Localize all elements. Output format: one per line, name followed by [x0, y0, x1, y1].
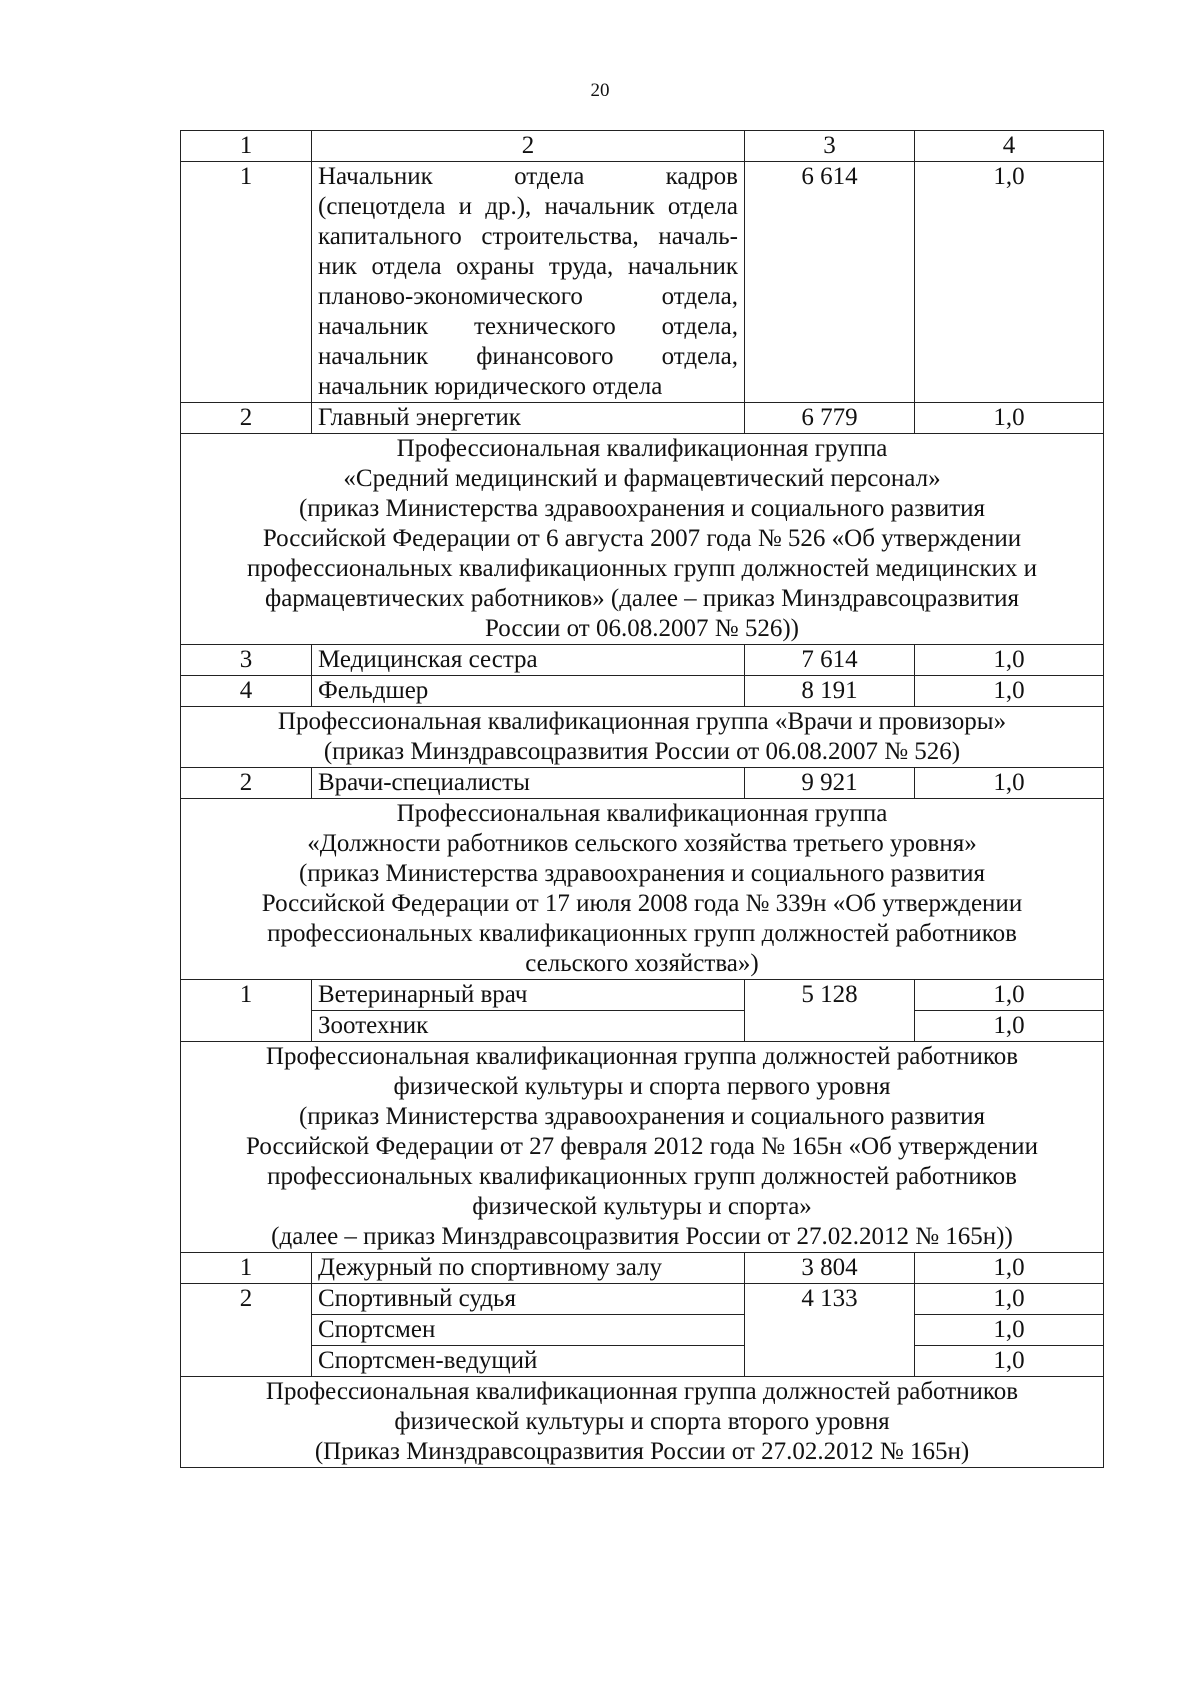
position-name: Спортсмен-ведущий — [312, 1346, 745, 1377]
salary-value: 9 921 — [745, 768, 915, 799]
coefficient-value: 1,0 — [915, 162, 1104, 403]
group-line: Российской Федерации от 27 февраля 2012 года № 165н «Об утверждении — [246, 1133, 1038, 1160]
row-number: 1 — [181, 162, 312, 403]
position-name-line: начальник юридического отдела — [318, 373, 663, 400]
position-name: Фельдшер — [312, 676, 745, 707]
position-name: Зоотехник — [312, 1011, 745, 1042]
group-line: (приказ Министерства здравоохранения и социального развития — [298, 1103, 986, 1130]
table-row — [181, 1346, 1104, 1377]
coefficient-value: 1,0 — [915, 1253, 1104, 1284]
position-name: Спортивный судья — [312, 1284, 745, 1315]
group-header-row — [181, 1377, 1104, 1468]
header-cell: 2 — [312, 131, 745, 162]
table-row — [181, 1011, 1104, 1042]
position-name — [312, 162, 745, 403]
group-line: физической культуры и спорта первого уровня — [393, 1073, 891, 1100]
qualification-group-heading — [181, 1042, 1104, 1253]
group-line: профессиональных квалификационных групп должностей медицинских и — [246, 555, 1038, 582]
position-name: Дежурный по спортивному залу — [312, 1253, 745, 1284]
row-number: 3 — [181, 645, 312, 676]
group-line: Профессиональная квалификационная группа — [396, 435, 888, 462]
table-row — [181, 1253, 1104, 1284]
position-name-line: начальник технического отдела, — [318, 313, 738, 340]
page-number: 20 — [590, 80, 610, 101]
coefficient-value: 1,0 — [915, 645, 1104, 676]
position-name-line: Начальник отдела кадров — [318, 163, 738, 190]
group-line: Профессиональная квалификационная группа должностей работников — [265, 1378, 1019, 1405]
salary-value: 3 804 — [745, 1253, 915, 1284]
group-line: физической культуры и спорта второго уровня — [394, 1408, 890, 1435]
row-number: 1 — [181, 1253, 312, 1284]
group-line: «Должности работников сельского хозяйства третьего уровня» — [307, 830, 977, 857]
group-line: (приказ Минздравсоцразвития России от 06.08.2007 № 526) — [323, 738, 961, 765]
header-cell: 1 — [181, 131, 312, 162]
group-line: (далее – приказ Минздравсоцразвития России от 27.02.2012 № 165н)) — [271, 1223, 1013, 1250]
qualification-group-heading — [181, 1377, 1104, 1468]
salary-value: 7 614 — [745, 645, 915, 676]
table-row — [181, 1284, 1104, 1315]
group-line: (Приказ Минздравсоцразвития России от 27.02.2012 № 165н) — [314, 1438, 970, 1465]
group-line: Российской Федерации от 6 августа 2007 года № 526 «Об утверждении — [262, 525, 1022, 552]
coefficient-value: 1,0 — [915, 1011, 1104, 1042]
coefficient-value: 1,0 — [915, 980, 1104, 1011]
coefficient-value: 1,0 — [915, 1284, 1104, 1315]
group-line: профессиональных квалификационных групп должностей работников — [267, 1163, 1017, 1190]
salary-table — [180, 130, 1104, 1468]
group-line: физической культуры и спорта» — [472, 1193, 812, 1220]
group-line: Профессиональная квалификационная группа должностей работников — [265, 1043, 1019, 1070]
qualification-group-heading — [181, 434, 1104, 645]
header-row — [181, 131, 1104, 162]
coefficient-value: 1,0 — [915, 676, 1104, 707]
table-row — [181, 162, 1104, 403]
table-row — [181, 980, 1104, 1011]
table-row — [181, 403, 1104, 434]
position-name-line: начальник финансового отдела, — [318, 343, 738, 370]
group-line: Российской Федерации от 17 июля 2008 года № 339н «Об утверждении — [261, 890, 1023, 917]
group-line: фармацевтических работников» (далее – приказ Минздравсоцразвития — [265, 585, 1019, 612]
group-line: Профессиональная квалификационная группа «Врачи и провизоры» — [277, 708, 1007, 735]
group-line: профессиональных квалификационных групп должностей работников — [267, 920, 1017, 947]
header-cell: 4 — [915, 131, 1104, 162]
position-name-line: ник отдела охраны труда, начальник — [318, 253, 738, 280]
position-name: Главный энергетик — [312, 403, 745, 434]
salary-value: 5 128 — [745, 980, 915, 1042]
group-line: (приказ Министерства здравоохранения и социального развития — [298, 495, 986, 522]
group-line: России от 06.08.2007 № 526)) — [485, 615, 799, 642]
position-name: Ветеринарный врач — [312, 980, 745, 1011]
coefficient-value: 1,0 — [915, 403, 1104, 434]
table-row — [181, 645, 1104, 676]
table-row — [181, 768, 1104, 799]
row-number: 4 — [181, 676, 312, 707]
position-name-line: капитального строительства, началь- — [318, 223, 738, 250]
position-name: Врачи-специалисты — [312, 768, 745, 799]
position-name: Медицинская сестра — [312, 645, 745, 676]
table-row — [181, 676, 1104, 707]
table-row — [181, 1315, 1104, 1346]
salary-value: 4 133 — [745, 1284, 915, 1377]
salary-value: 6 614 — [745, 162, 915, 403]
position-name-line: планово-экономического отдела, — [318, 283, 738, 310]
group-line: сельского хозяйства») — [525, 950, 759, 977]
coefficient-value: 1,0 — [915, 1315, 1104, 1346]
coefficient-value: 1,0 — [915, 768, 1104, 799]
row-number: 1 — [181, 980, 312, 1042]
group-line: «Средний медицинский и фармацевтический персонал» — [343, 465, 941, 492]
row-number: 2 — [181, 768, 312, 799]
salary-value: 6 779 — [745, 403, 915, 434]
group-header-row — [181, 799, 1104, 980]
group-header-row — [181, 1042, 1104, 1253]
coefficient-value: 1,0 — [915, 1346, 1104, 1377]
salary-value: 8 191 — [745, 676, 915, 707]
position-name: Спортсмен — [312, 1315, 745, 1346]
group-header-row — [181, 434, 1104, 645]
group-line: Профессиональная квалификационная группа — [396, 800, 888, 827]
position-name-line: (спецотдела и др.), начальник отдела — [318, 193, 738, 220]
qualification-group-heading — [181, 799, 1104, 980]
row-number: 2 — [181, 403, 312, 434]
row-number: 2 — [181, 1284, 312, 1377]
group-header-row — [181, 707, 1104, 768]
group-line: (приказ Министерства здравоохранения и социального развития — [298, 860, 986, 887]
qualification-group-heading — [181, 707, 1104, 768]
header-cell: 3 — [745, 131, 915, 162]
